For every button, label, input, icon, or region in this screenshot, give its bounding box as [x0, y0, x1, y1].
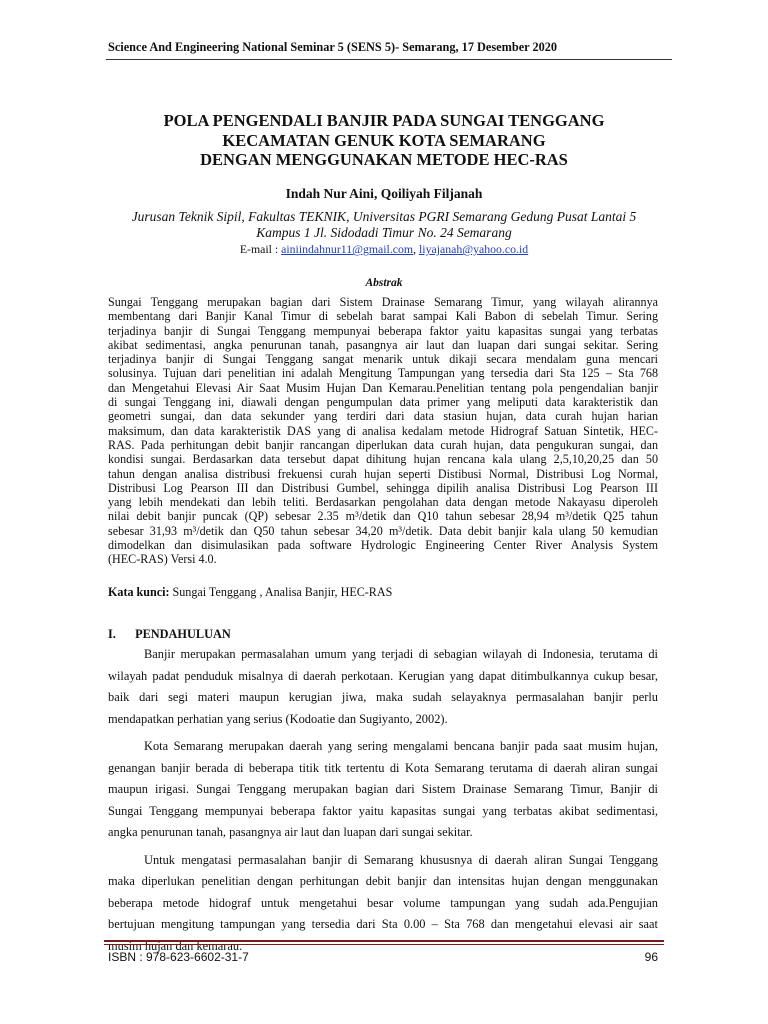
- email-link-1[interactable]: ainiindahnur11@gmail.com: [281, 242, 414, 256]
- paragraph-line: maka diperlukan penelitian dengan perhitungan debit banjir dan intensitas hujan dengan menggunakan: [108, 874, 658, 888]
- keywords-label: Kata kunci:: [108, 585, 170, 599]
- paragraph-line: Kota Semarang merupakan daerah yang sering mengalami bencana banjir pada saat musim hujan,: [144, 739, 658, 753]
- paragraph-line: musim hujan dan kemarau.: [108, 938, 243, 953]
- section-body: [108, 644, 658, 957]
- paragraph-line: mendapatkan perhatian yang serius (Kodoatie dan Sugiyanto, 2002).: [108, 711, 448, 726]
- abstract-line: dan Mengetahui Elevasi Air Saat Musim Hujan Dan Kemarau.Penelitian tentang pola pengendalian banjir: [108, 380, 658, 395]
- paragraph-line: Banjir merupakan permasalahan umum yang terjadi di sebagian wilayah di Indonesia, terutama di: [144, 647, 658, 661]
- abstract-line: geometri sungai, dan data sekunder yang terdiri dari data stasiun hujan, data curah hujan harian: [108, 409, 658, 424]
- abstract-line: RAS. Pada perhitungan debit banjir rancangan diperlukan data curah hujan, data pengukuran sungai, dan: [108, 437, 658, 452]
- abstract-line: nilai debit banjir puncak (QP) sebesar 2.35 m³/detik dan Q10 tahun sebesar 28,94 m³/detik Q25 tahun: [108, 509, 658, 524]
- title-line: DENGAN MENGGUNAKAN METODE HEC-RAS: [200, 150, 568, 169]
- email-line: [60, 242, 708, 257]
- paragraph: [108, 644, 658, 730]
- author-list: Indah Nur Aini, Qoiliyah Filjanah: [285, 186, 483, 201]
- abstract-line: kondisi sungai. Berdasarkan data tersebut dapat dihitung hujan rencana kala ulang 2,5,10,20,25 dan 50: [108, 452, 658, 467]
- abstract-line: (HEC-RAS) Versi 4.0.: [108, 552, 217, 567]
- page-number: 96: [644, 950, 658, 964]
- email-separator: ,: [413, 242, 420, 256]
- paragraph-line: genangan banjir berada di beberapa titik titk tertentu di Kota Semarang terutama di daerah aliran sungai: [108, 760, 658, 775]
- abstract-line: sebesar 31,93 m³/detik dan Q50 tahun sebesar 34,20 m³/detik. Data debit banjir kala ulang 50 kemudian: [108, 523, 658, 538]
- paragraph-line: bertujuan mengitung tampungan yang tersedia dari Sta 0.00 – Sta 768 dan mengetahui elevasi air saat: [108, 917, 658, 931]
- abstract-line: akibat sedimentasi, angka penurunan tanah, pasangnya air laut dan luapan dari sungai sekitar. Sering: [108, 337, 658, 352]
- abstract-line: maksimum, dan data karakteristik DAS yang di analisa kedalam metode Hidrograf Satuan Sintetik, HEC-: [108, 423, 658, 438]
- email-link-2[interactable]: liyajanah@yahoo.co.id: [419, 242, 529, 256]
- title-line: POLA PENGENDALI BANJIR PADA SUNGAI TENGGANG: [163, 111, 605, 130]
- paragraph: [108, 736, 658, 844]
- abstract-line: dimodelkan dan disimulasikan pada software Hydrologic Engineering Center River Analysis System: [108, 538, 658, 553]
- affiliation: [60, 209, 708, 241]
- paragraph-line: wilayah padat penduduk misalnya di daerah perkotaan. Kerugian yang dapat ditimbulkannya cukup besar,: [108, 668, 658, 683]
- paragraph-line: maupun irigasi. Sungai Tenggang merupakan bagian dari Sistem Drainase Semarang Timur, Banjir di: [108, 782, 658, 796]
- paragraph-line: Untuk mengatasi permasalahan banjir di Semarang khususnya di daerah aliran Sungai Tenggang: [144, 852, 658, 867]
- paragraph-line: beberapa metode hidograf untuk mengetahui besar volume tampungan yang sudah ada.Pengujian: [108, 895, 658, 910]
- affiliation-line: Jurusan Teknik Sipil, Fakultas TEKNIK, Universitas PGRI Semarang Gedung Pusat Lantai 5: [131, 209, 637, 224]
- abstract-line: terjadinya banjir di Sungai Tenggang sangat menarik untuk dikaji secara mendalam guna mencari: [108, 352, 658, 367]
- email-label: E-mail :: [239, 242, 282, 256]
- keywords: [108, 585, 658, 600]
- abstract-line: Distribusi Log Pearson III dan Distribusi Gumbel, sehingga dipilih analisa Distribusi Log Pearson III: [108, 480, 658, 495]
- abstract-line: tahun dengan analisa distribusi frekuensi curah hujan seperti Distibusi Normal, Distribusi Log Normal,: [108, 466, 658, 481]
- abstract-body: [108, 295, 658, 567]
- abstract-line: yang lebih mendekati dan lebih teliti. Berdasarkan pengolahan data dengan metode Nakayasu diperoleh: [108, 495, 658, 510]
- section-number: I.: [108, 627, 116, 641]
- abstract-line: Sungai Tenggang merupakan bagian dari Sistem Drainase Semarang Timur, yang wilayah alirannya: [108, 295, 658, 309]
- isbn: ISBN : 978-623-6602-31-7: [108, 950, 249, 964]
- abstract-line: di sungai Tenggang ini, diawali dengan pengumpulan data primer yang meliputi data karakteristik dan: [108, 395, 658, 410]
- title-line: KECAMATAN GENUK KOTA SEMARANG: [222, 130, 546, 150]
- paragraph-line: angka penurunan tanah, pasangnya air laut dan luapan dari sungai sekitar.: [108, 825, 473, 839]
- abstract-line: terjadinya banjir di Sungai Tenggang mempunyai beberapa faktor yaitu kapasitas sungai yang terbatas: [108, 323, 658, 338]
- footer-divider: [104, 940, 664, 942]
- section-title: PENDAHULUAN: [135, 627, 231, 641]
- abstract-line: membentang dari Banjir Kanal Timur di sebelah barat sampai Kali Babon di sebelah Timur. Sering: [108, 309, 658, 324]
- keywords-text: Sungai Tenggang , Analisa Banjir, HEC-RAS: [169, 585, 393, 599]
- affiliation-line: Kampus 1 Jl. Sidodadi Timur No. 24 Semarang: [256, 225, 512, 240]
- abstract-heading: Abstrak: [365, 277, 403, 289]
- running-header: Science And Engineering National Seminar 5 (SENS 5)- Semarang, 17 Desember 2020: [108, 40, 558, 54]
- abstract-line: solusinya. Tujuan dari penelitian ini adalah Mengitung Tampungan yang tersedia dari Sta 125 – Sta 768: [108, 366, 658, 381]
- footer-divider-thin: [104, 944, 664, 945]
- paragraph-line: Sungai Tenggang mempunyai beberapa faktor yaitu kapasitas sungai yang terbatas akibat sedimentasi,: [108, 803, 658, 818]
- header-divider: [106, 59, 672, 60]
- paper-title: [60, 111, 708, 170]
- section-heading: [108, 627, 231, 642]
- paragraph-line: baik dari segi materi maupun kerugian jiwa, maka sudah selayaknya permasalahan banjir perlu: [108, 690, 658, 704]
